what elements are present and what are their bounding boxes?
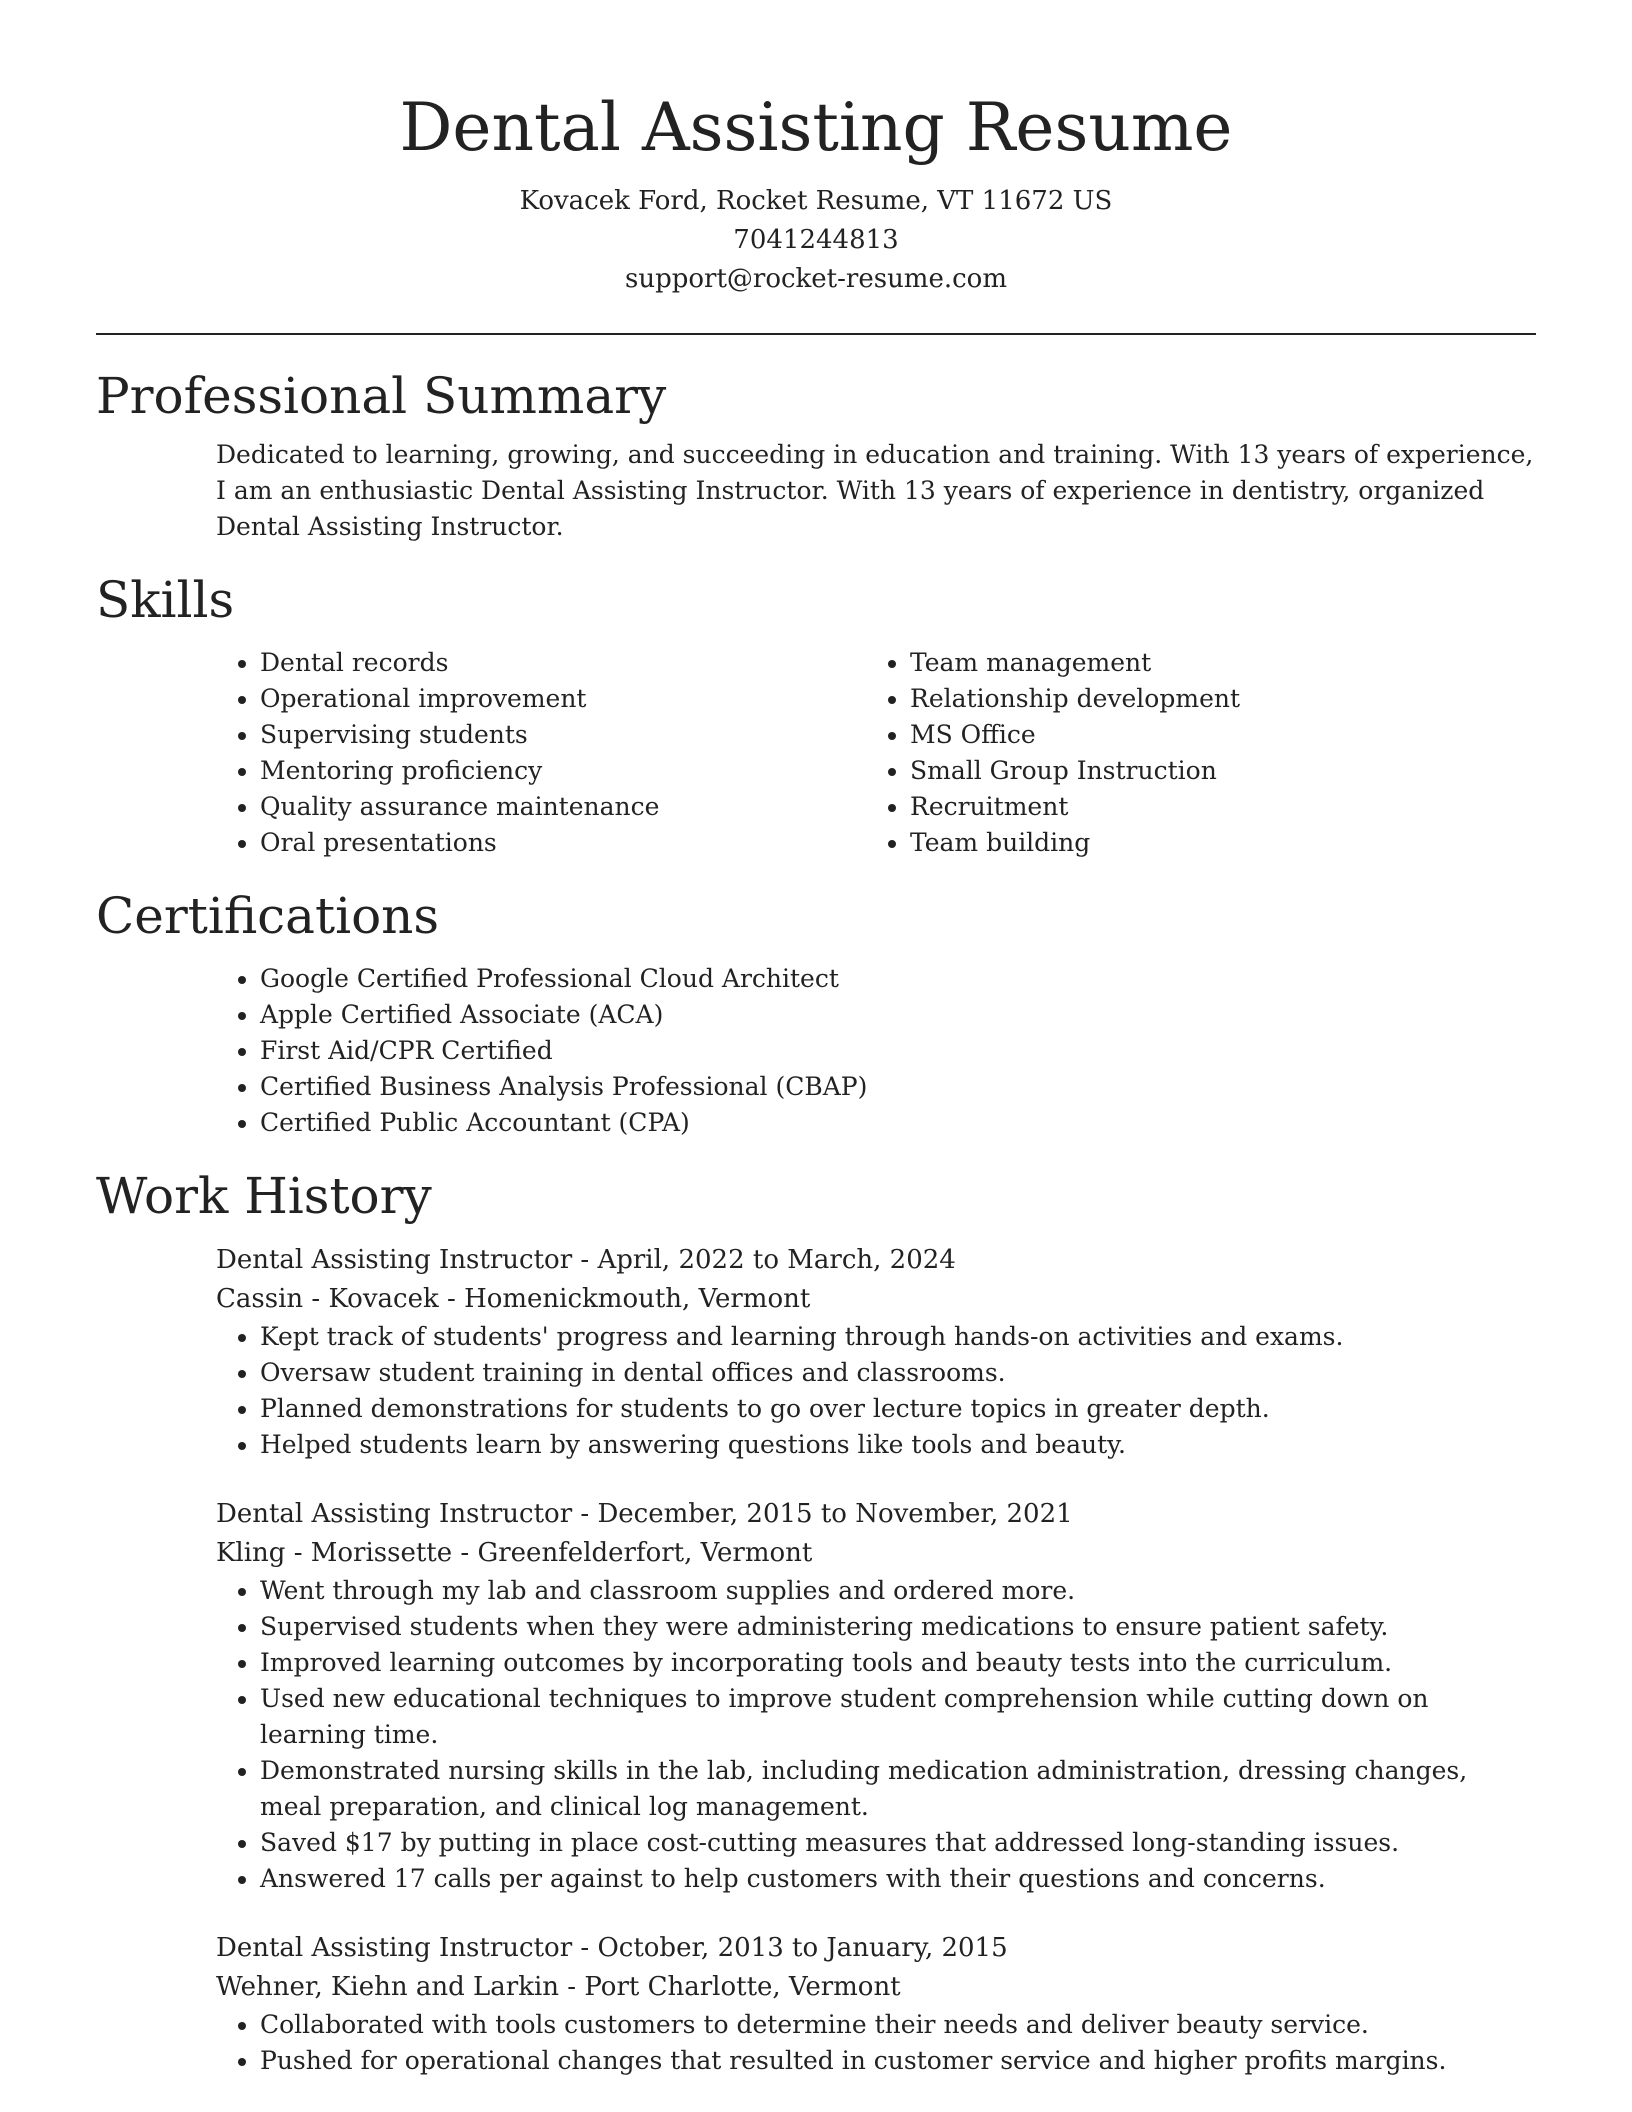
contact-email: support@rocket-resume.com [624, 264, 1007, 294]
job-company: Wehner, Kiehn and Larkin [216, 1972, 560, 2002]
skills-column-left [216, 645, 866, 861]
list-item: • Certified Public Accountant (CPA) [260, 1105, 1536, 1141]
job-title-line: Dental Assisting Instructor - April, 2022 to March, 2024 [216, 1245, 956, 1275]
job-entry [216, 1929, 1536, 2079]
job-title: Dental Assisting Instructor [216, 1933, 573, 1963]
contact-info [96, 182, 1536, 299]
contact-phone: 7041244813 [733, 225, 899, 255]
list-item: • Helped students learn by answering questions like tools and beauty. [260, 1427, 1536, 1463]
contact-address: Kovacek Ford, Rocket Resume, VT 11672 US [519, 186, 1113, 216]
job-entry [216, 1241, 1536, 1463]
list-item: • Apple Certified Associate (ACA) [260, 997, 1536, 1033]
list-item: • Planned demonstrations for students to go over lecture topics in greater depth. [260, 1391, 1536, 1427]
list-item: • First Aid/CPR Certified [260, 1033, 1536, 1069]
resume-title: Dental Assisting Resume [399, 89, 1233, 166]
job-dates: October, 2013 to January, 2015 [597, 1933, 1008, 1963]
list-item: • Small Group Instruction [910, 753, 1516, 789]
certifications-section [96, 883, 1536, 1141]
list-item: • Operational improvement [260, 681, 866, 717]
certifications-heading: Certifications [96, 887, 440, 945]
job-title-line: Dental Assisting Instructor - December, 2015 to November, 2021 [216, 1499, 1073, 1529]
job-title: Dental Assisting Instructor [216, 1499, 573, 1529]
work-history-section [96, 1163, 1536, 2079]
skills-section [96, 567, 1536, 861]
list-item: • Supervised students when they were administering medications to ensure patient safety. [260, 1609, 1536, 1645]
certifications-list [216, 961, 1536, 1141]
job-company-line: Wehner, Kiehn and Larkin - Port Charlotte, Vermont [216, 1972, 901, 2002]
job-entry [216, 1495, 1536, 1897]
skills-column-right [866, 645, 1516, 861]
list-item: • Answered 17 calls per against to help customers with their questions and concerns. [260, 1861, 1536, 1897]
list-item: • Supervising students [260, 717, 866, 753]
list-item: • Team building [910, 825, 1516, 861]
skills-grid [216, 645, 1536, 861]
list-item: • Saved $17 by putting in place cost-cutting measures that addressed long-standing issues. [260, 1825, 1536, 1861]
work-history-heading: Work History [96, 1167, 432, 1225]
job-company-line: Cassin - Kovacek - Homenickmouth, Vermont [216, 1284, 811, 1314]
list-item: • Oral presentations [260, 825, 866, 861]
summary-section [96, 363, 1536, 545]
list-item: • Certified Business Analysis Professional (CBAP) [260, 1069, 1536, 1105]
job-dates: December, 2015 to November, 2021 [597, 1499, 1073, 1529]
header-divider [96, 333, 1536, 335]
list-item: • Recruitment [910, 789, 1516, 825]
skills-heading: Skills [96, 571, 235, 629]
summary-heading: Professional Summary [96, 367, 667, 425]
job-location: Homenickmouth, Vermont [464, 1284, 811, 1314]
list-item: • Mentoring proficiency [260, 753, 866, 789]
list-item: • Improved learning outcomes by incorporating tools and beauty tests into the curriculum. [260, 1645, 1536, 1681]
job-title-line: Dental Assisting Instructor - October, 2013 to January, 2015 [216, 1933, 1008, 1963]
list-item: • Used new educational techniques to improve student comprehension while cutting down on learning time. [260, 1681, 1536, 1753]
list-item: • Oversaw student training in dental offices and classrooms. [260, 1355, 1536, 1391]
resume-page [96, 0, 1536, 2079]
resume-header [96, 0, 1536, 299]
list-item: • Dental records [260, 645, 866, 681]
list-item: • Demonstrated nursing skills in the lab, including medication administration, dressing changes, meal preparation, and clinical log management. [260, 1753, 1536, 1825]
list-item: • Pushed for operational changes that resulted in customer service and higher profits margins. [260, 2043, 1536, 2079]
list-item: • Team management [910, 645, 1516, 681]
job-location: Greenfelderfort, Vermont [477, 1538, 813, 1568]
job-dates: April, 2022 to March, 2024 [597, 1245, 956, 1275]
list-item: • Relationship development [910, 681, 1516, 717]
summary-text: Dedicated to learning, growing, and succeeding in education and training. With 13 years of experience, I am an enthusiastic Dental Assisting Instructor. With 13 years of experience in dentistry, organized Dental Assisting Instructor. [216, 440, 1534, 541]
list-item: • Went through my lab and classroom supplies and ordered more. [260, 1573, 1536, 1609]
list-item: • Kept track of students' progress and learning through hands-on activities and exams. [260, 1319, 1536, 1355]
list-item: • Collaborated with tools customers to determine their needs and deliver beauty service. [260, 2007, 1536, 2043]
job-title: Dental Assisting Instructor [216, 1245, 573, 1275]
job-company: Kling - Morissette [216, 1538, 453, 1568]
list-item: • MS Office [910, 717, 1516, 753]
job-company-line: Kling - Morissette - Greenfelderfort, Vermont [216, 1538, 813, 1568]
job-location: Port Charlotte, Vermont [584, 1972, 901, 2002]
job-company: Cassin - Kovacek [216, 1284, 439, 1314]
list-item: • Google Certified Professional Cloud Architect [260, 961, 1536, 997]
list-item: • Quality assurance maintenance [260, 789, 866, 825]
